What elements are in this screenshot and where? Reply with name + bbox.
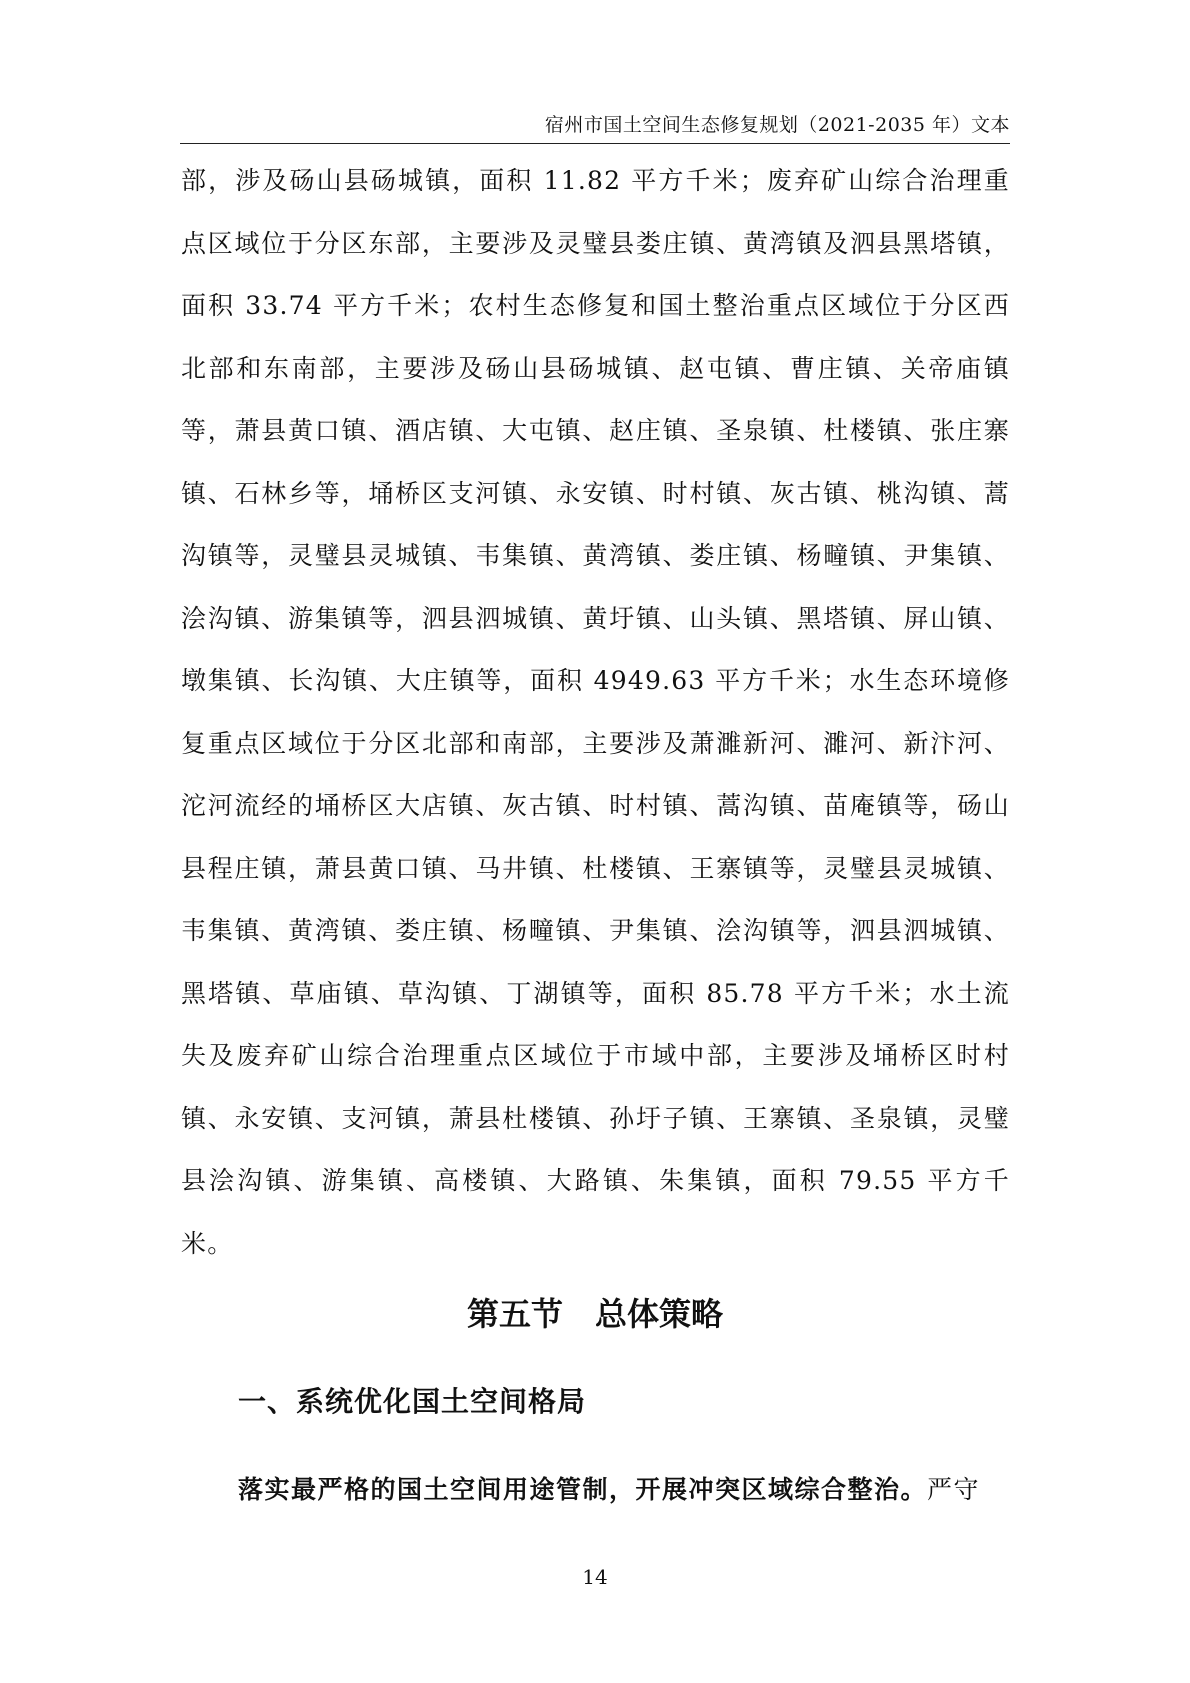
lead-paragraph-text: 严守 xyxy=(927,1475,981,1504)
header-divider xyxy=(180,143,1010,144)
page-number: 14 xyxy=(582,1565,608,1589)
running-header: 宿州市国土空间生态修复规划（2021-2035 年）文本 xyxy=(544,114,1010,136)
subsection-title: 一、系统优化国土空间格局 xyxy=(238,1385,587,1418)
section-title: 第五节 总体策略 xyxy=(466,1295,723,1333)
lead-paragraph-bold-text: 落实最严格的国土空间用途管制，开展冲突区域综合整治。 xyxy=(238,1475,928,1504)
lead-paragraph xyxy=(238,1470,1010,1510)
body-paragraph: 部，涉及砀山县砀城镇，面积 11.82 平方千米；废弃矿山综合治理重点区域位于分区东部，主要涉及灵璧县娄庄镇、黄湾镇及泗县黑塔镇，面积 33.74 平方千米；农村生态修复和国土整治重点区域位于分区西北部和东南部，主要涉及砀山县砀城镇、赵屯镇、曹庄镇、关帝庙镇等，萧县黄口镇、酒店镇、大屯镇、赵庄镇、圣泉镇、杜楼镇、张庄寨镇、石林乡等，埇桥区支河镇、永安镇、时村镇、灰古镇、桃沟镇、蒿沟镇等，灵璧县灵城镇、韦集镇、黄湾镇、娄庄镇、杨疃镇、尹集镇、浍沟镇、游集镇等，泗县泗城镇、黄圩镇、山头镇、黑塔镇、屏山镇、墩集镇、长沟镇、大庄镇等，面积 4949.63 平方千米；水生态环境修复重点区域位于分区北部和南部，主要涉及萧濉新河、濉河、新汴河、沱河流经的埇桥区大店镇、灰古镇、时村镇、蒿沟镇、苗庵镇等，砀山县程庄镇，萧县黄口镇、马井镇、杜楼镇、王寨镇等，灵璧县灵城镇、韦集镇、黄湾镇、娄庄镇、杨疃镇、尹集镇、浍沟镇等，泗县泗城镇、黑塔镇、草庙镇、草沟镇、丁湖镇等，面积 85.78 平方千米；水土流失及废弃矿山综合治理重点区域位于市域中部，主要涉及埇桥区时村镇、永安镇、支河镇，萧县杜楼镇、孙圩子镇、王寨镇、圣泉镇，灵璧县浍沟镇、游集镇、高楼镇、大路镇、朱集镇，面积 79.55 平方千米。 xyxy=(181,166,1010,1258)
